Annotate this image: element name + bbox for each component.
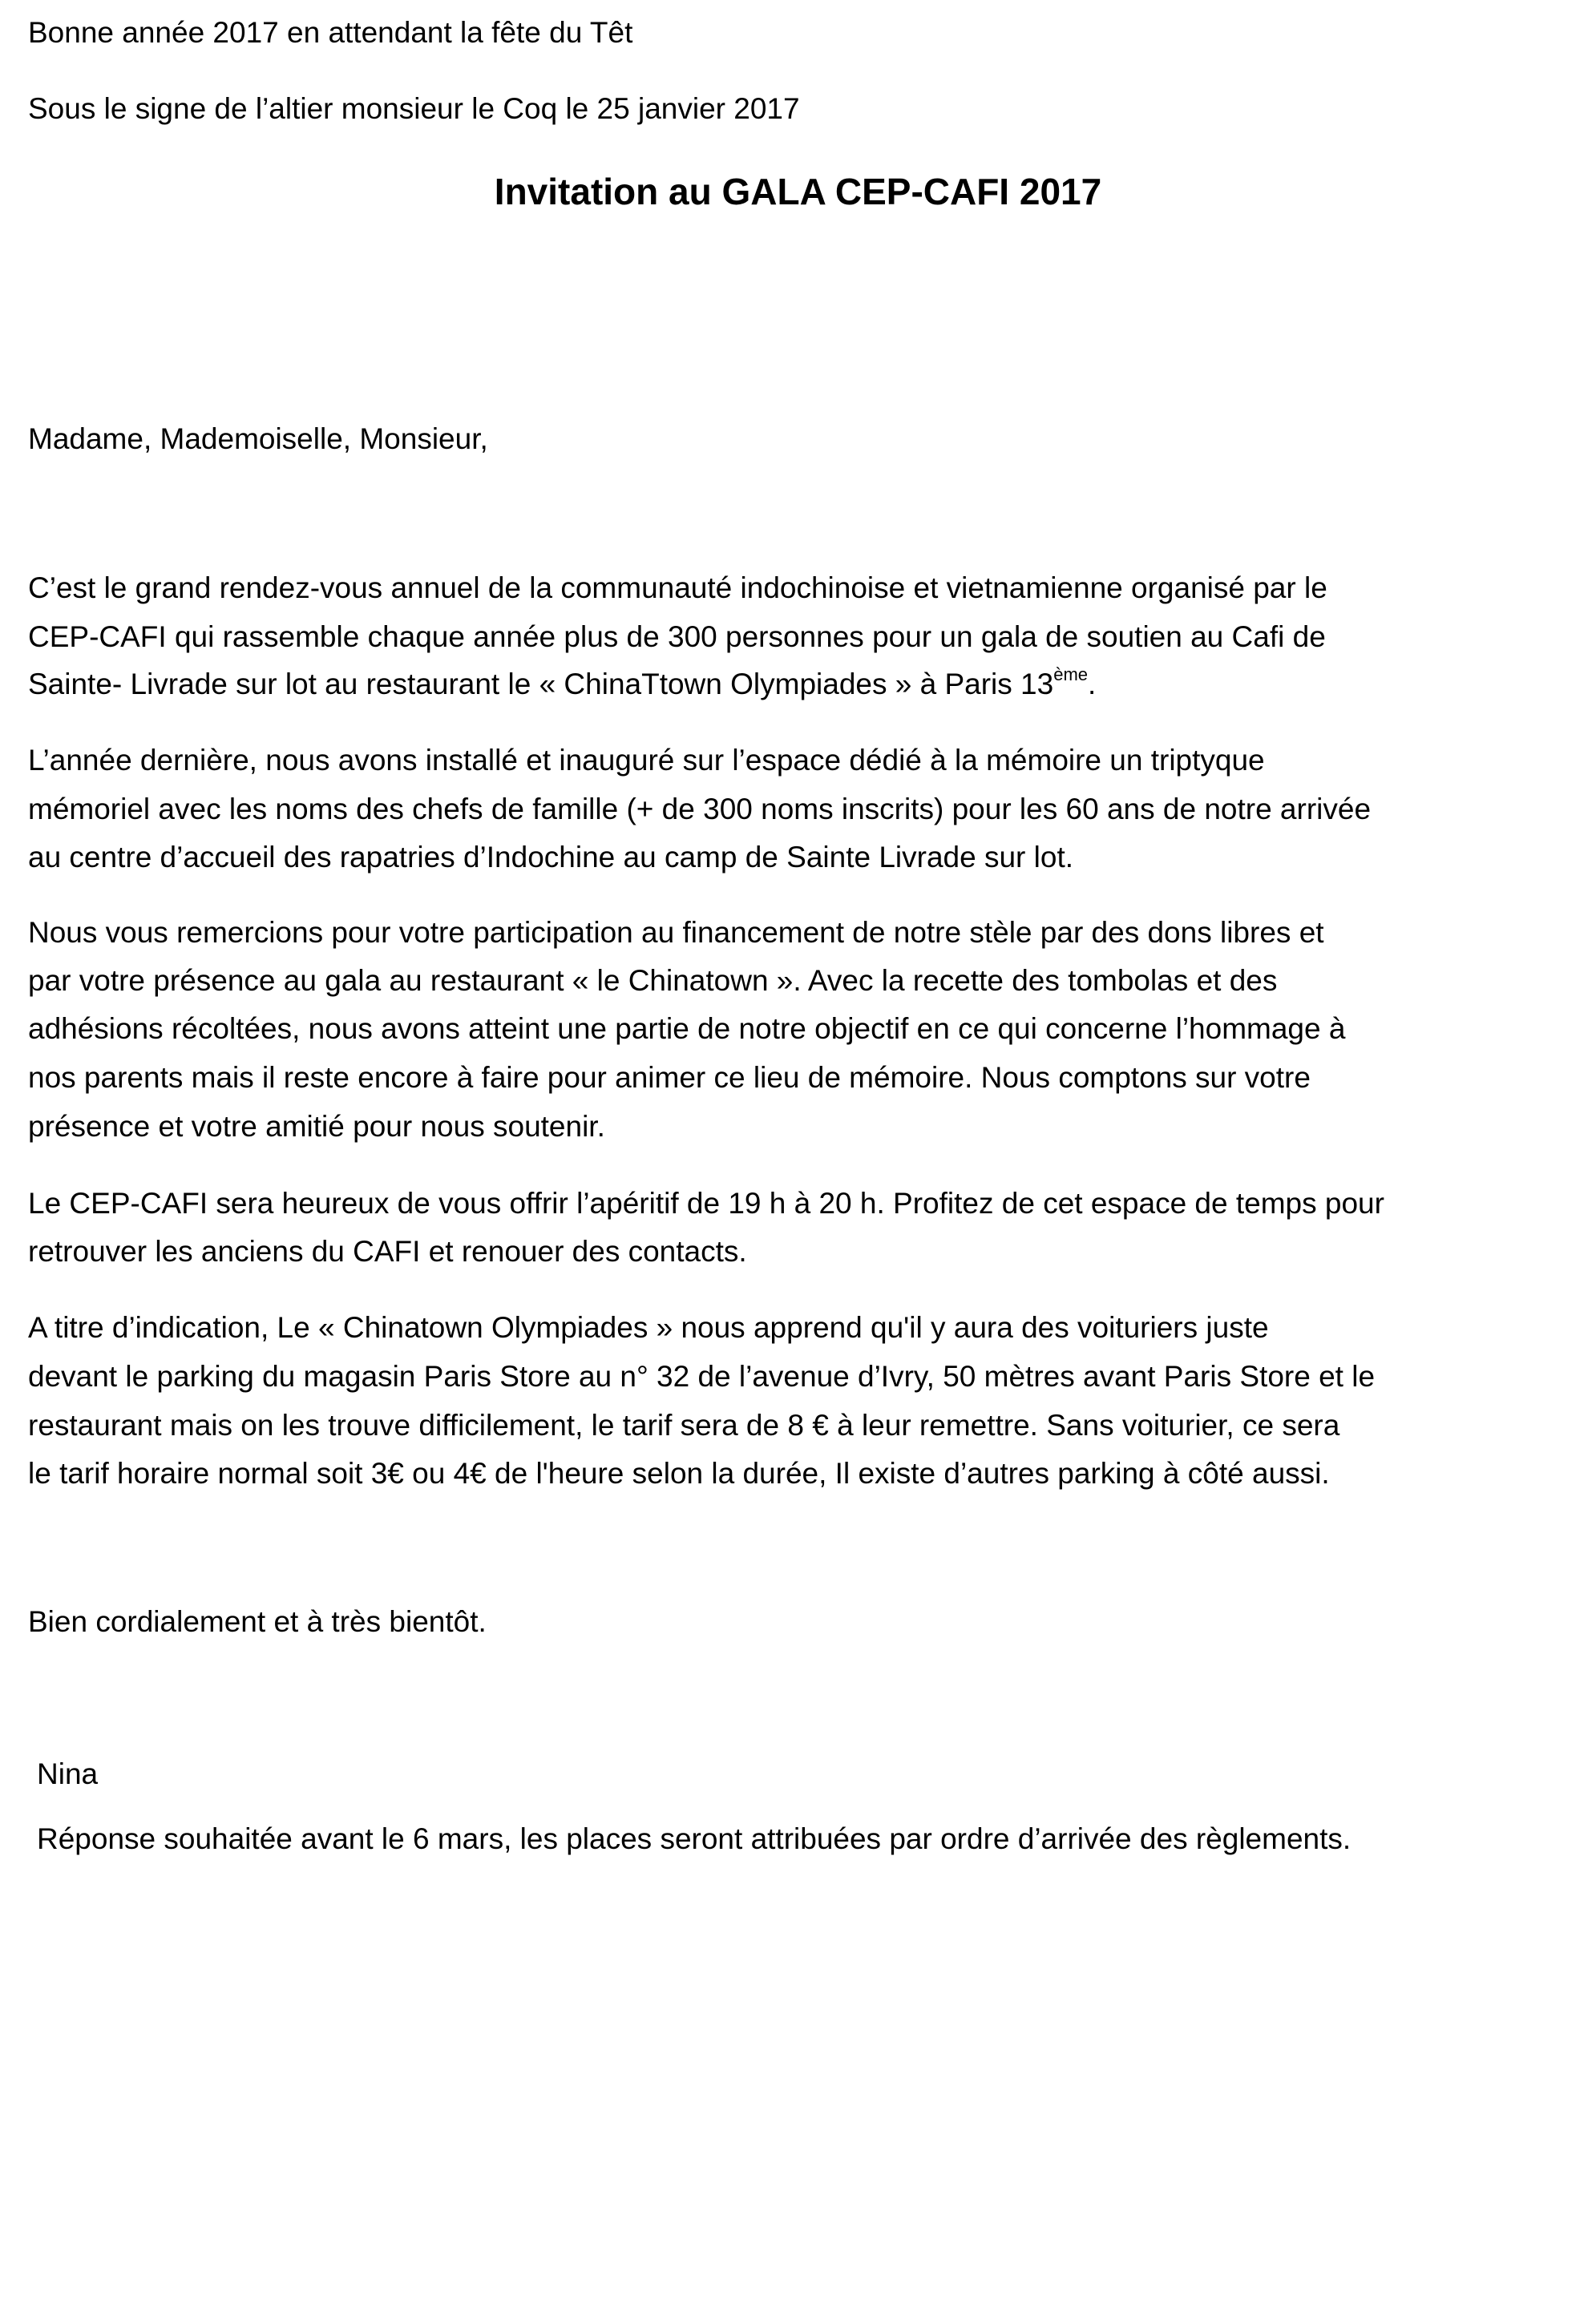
paragraph-line: C’est le grand rendez-vous annuel de la communauté indochinoise et vietnamienne organisé par le [28, 571, 1327, 604]
paragraph-line: par votre présence au gala au restaurant « le Chinatown ». Avec la recette des tombolas et des [28, 964, 1278, 997]
paragraph-line: mémoriel avec les noms des chefs de famille (+ de 300 noms inscrits) pour les 60 ans de notre arrivée [28, 793, 1372, 825]
paragraph-line: le tarif horaire normal soit 3€ ou 4€ de l'heure selon la durée, Il existe d’autres parking à côté aussi. [28, 1457, 1330, 1490]
paragraph-line: retrouver les anciens du CAFI et renouer des contacts. [28, 1235, 747, 1268]
paragraph-line: présence et votre amitié pour nous soutenir. [28, 1110, 605, 1143]
paragraph-line: CEP-CAFI qui rassemble chaque année plus de 300 personnes pour un gala de soutien au Cafi de [28, 620, 1326, 653]
line-end: . [1088, 668, 1097, 700]
paragraph-line: Nous vous remercions pour votre participation au financement de notre stèle par des dons libres et [28, 916, 1324, 949]
page-title: Invitation au GALA CEP-CAFI 2017 [494, 171, 1102, 212]
signature: Nina [37, 1757, 99, 1790]
superscript: ème [1053, 664, 1089, 684]
paragraph-line: au centre d’accueil des rapatries d’Indochine au camp de Sainte Livrade sur lot. [28, 841, 1073, 874]
closing-line: Bien cordialement et à très bientôt. [28, 1605, 487, 1638]
paragraph-line: L’année dernière, nous avons installé et inauguré sur l’espace dédié à la mémoire un triptyque [28, 744, 1265, 777]
paragraph-line: restaurant mais on les trouve difficilement, le tarif sera de 8 € à leur remettre. Sans voiturier, ce sera [28, 1409, 1340, 1442]
paragraph-line-text: Sainte- Livrade sur lot au restaurant le « ChinaTtown Olympiades » à Paris 13 [28, 668, 1054, 700]
salutation: Madame, Mademoiselle, Monsieur, [28, 422, 488, 455]
greeting-line: Bonne année 2017 en attendant la fête du Têt [28, 16, 633, 49]
paragraph-line: A titre d’indication, Le « Chinatown Olympiades » nous apprend qu'il y aura des voituriers juste [28, 1311, 1269, 1344]
paragraph-line [28, 666, 1096, 703]
date-line: Sous le signe de l’altier monsieur le Coq le 25 janvier 2017 [28, 92, 800, 125]
paragraph-line: adhésions récoltées, nous avons atteint une partie de notre objectif en ce qui concerne l’hommage à [28, 1012, 1346, 1045]
paragraph-line: devant le parking du magasin Paris Store au n° 32 de l’avenue d’Ivry, 50 mètres avant Paris Store et le [28, 1360, 1376, 1393]
paragraph-line: Le CEP-CAFI sera heureux de vous offrir l’apéritif de 19 h à 20 h. Profitez de cet espace de temps pour [28, 1187, 1384, 1220]
paragraph-line: nos parents mais il reste encore à faire pour animer ce lieu de mémoire. Nous comptons sur votre [28, 1061, 1311, 1094]
response-note: Réponse souhaitée avant le 6 mars, les places seront attribuées par ordre d’arrivée des règlements. [37, 1822, 1352, 1855]
